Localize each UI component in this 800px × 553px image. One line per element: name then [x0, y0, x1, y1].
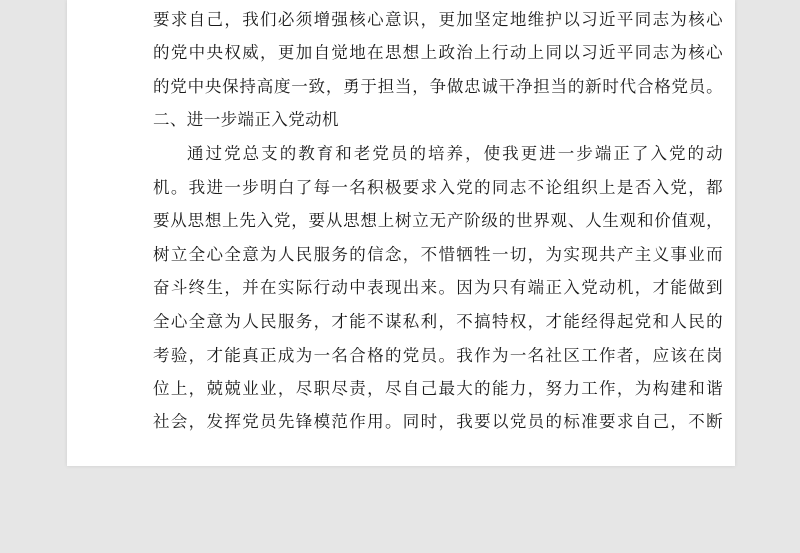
- document-page: [67, 0, 735, 466]
- text-line: 要求自己，我们必须增强核心意识，更加坚定地维护以习近平同志为核心: [153, 10, 723, 29]
- text-line: 奋斗终生，并在实际行动中表现出来。因为只有端正入党动机，才能做到: [153, 278, 723, 297]
- text-line: 机。我进一步明白了每一名积极要求入党的同志不论组织上是否入党，都: [153, 178, 723, 197]
- text-line: 要从思想上先入党，要从思想上树立无产阶级的世界观、人生观和价值观，: [153, 211, 723, 230]
- paragraph-first-line: 通过党总支的教育和老党员的培养，使我更进一步端正了入党的动: [187, 144, 723, 163]
- text-line: 位上，兢兢业业，尽职尽责，尽自己最大的能力，努力工作，为构建和谐: [153, 379, 723, 398]
- text-line: 树立全心全意为人民服务的信念，不惜牺牲一切，为实现共产主义事业而: [153, 245, 723, 264]
- text-line: 的党中央权威，更加自觉地在思想上政治上行动上同以习近平同志为核心: [153, 43, 723, 62]
- section-heading: 二、进一步端正入党动机: [153, 110, 339, 129]
- text-line: 的党中央保持高度一致，勇于担当，争做忠诚干净担当的新时代合格党员。: [153, 77, 723, 96]
- text-line: 社会，发挥党员先锋模范作用。同时，我要以党员的标准要求自己，不断: [153, 412, 723, 431]
- text-line: 全心全意为人民服务，才能不谋私利，不搞特权，才能经得起党和人民的: [153, 312, 723, 331]
- text-line: 考验，才能真正成为一名合格的党员。我作为一名社区工作者，应该在岗: [153, 346, 723, 365]
